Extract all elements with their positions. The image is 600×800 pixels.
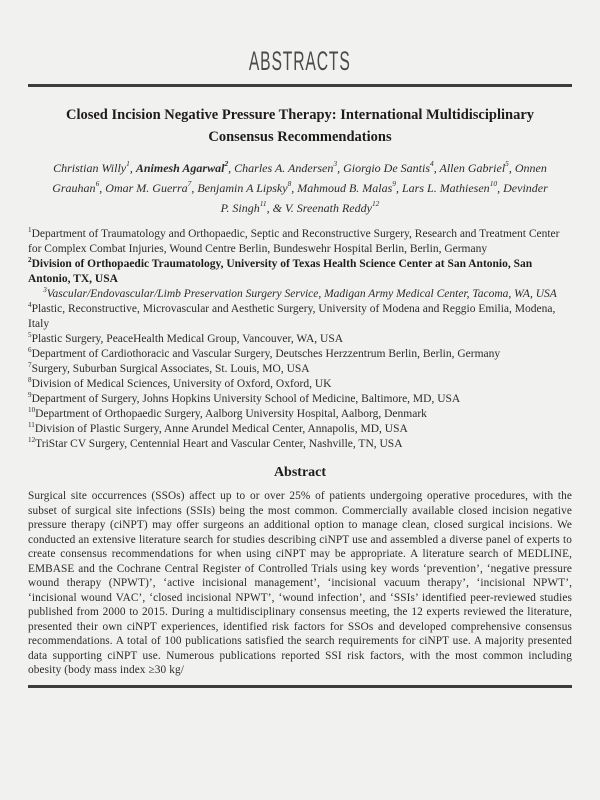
author: Animesh Agarwal$^2$: [135, 159, 229, 175]
author: Lars L. Mathiesen$^{10}$: [402, 179, 498, 195]
author: Mahmoud B. Malas$^9$: [297, 179, 396, 195]
affiliation: $^{10}$Department of Orthopaedic Surgery, Aalborg University Hospital, Aalborg, Denmark: [28, 405, 427, 421]
author: Devinder P. Singh$^{11}$: [220, 180, 548, 215]
author: Giorgio De Santis$^4$: [343, 159, 434, 175]
author: Onnen Grauhan$^6$: [52, 160, 547, 195]
article-title-line-1: Closed Incision Negative Pressure Therapy: International Multidisciplinary: [65, 107, 535, 123]
affiliation: $^7$Surgery, Suburban Surgical Associates, St. Louis, MO, USA: [28, 360, 310, 376]
author: Allen Gabriel$^5$: [439, 159, 509, 175]
affiliation: $^1$Department of Traumatology and Orthopaedic, Septic and Reconstructive Surgery, Research and Treatment Center for Complex Combat Injuries, Wound Centre Berlin, Bundeswehr Hospital Berlin, Berlin, Germany: [28, 225, 560, 256]
bottom-rule: [28, 685, 572, 688]
affiliation: $^8$Division of Medical Sciences, University of Oxford, Oxford, UK: [28, 375, 332, 391]
affiliation-list: [28, 227, 572, 452]
page-header-text: ABSTRACTS: [249, 46, 351, 76]
affiliation: $^5$Plastic Surgery, PeaceHealth Medical Group, Vancouver, WA, USA: [28, 330, 344, 346]
author-list: Christian Willy$^1$, Animesh Agarwal$^2$, Charles A. Andersen$^3$, Giorgio De Santis$^4$, Allen Gabriel$^5$, Onnen Grauhan$^6$, Omar M. Guerra$^7$, Benjamin A Lipsky$^8$, Mahmoud B. Malas$^9$, Lars L. Mathiesen$^{10}$, Devinder P. Singh$^{11}$, & V. Sreenath Reddy$^{12}$: [52, 159, 548, 215]
article-title-line-2: Consensus Recommendations: [208, 129, 392, 146]
page-header: [28, 0, 572, 84]
affiliation: $^{12}$TriStar CV Surgery, Centennial Heart and Vascular Center, Nashville, TN, USA: [28, 435, 403, 451]
affiliation: $^2$Division of Orthopaedic Traumatology, University of Texas Health Science Center at San Antonio, San Antonio, TX, USA: [28, 255, 533, 286]
author: Omar M. Guerra$^7$: [105, 179, 192, 195]
author: Christian Willy$^1$: [53, 159, 130, 175]
affiliation: $^4$Plastic, Reconstructive, Microvascular and Aesthetic Surgery, University of Modena and Reggio Emilia, Modena, Italy: [28, 300, 556, 331]
abstract-heading: Abstract: [273, 465, 327, 481]
affiliation: $^{11}$Division of Plastic Surgery, Anne Arundel Medical Center, Annapolis, MD, USA: [28, 420, 408, 436]
author: & V. Sreenath Reddy$^{12}$: [272, 198, 380, 215]
affiliation: $^9$Department of Surgery, Johns Hopkins University School of Medicine, Baltimore, MD, USA: [28, 390, 461, 406]
author: Charles A. Andersen$^3$: [234, 159, 338, 175]
article-title: [28, 104, 572, 149]
author: Benjamin A Lipsky$^8$: [197, 179, 292, 195]
abstract-text: Surgical site occurrences (SSOs) affect up to or over 25% of patients undergoing operative procedures, with the subset of surgical site infections (SSIs) being the most common. Commercially available closed incision negative pressure therapy (ciNPT) may offer surgeons an additional option to manage clean, closed surgical incisions. We conducted an extensive literature search for studies describing ciNPT use and assembled a diverse panel of experts to create consensus recommendations for when using ciNPT may be appropriate. A literature search of MEDLINE, EMBASE and the Cochrane Central Register of Controlled Trials using key words ‘prevention’, ‘negative pressure wound therapy (NPWT)’, ‘active incisional management’, ‘incisional vacuum therapy’, ‘incisional NPWT’, ‘incisional wound VAC’, ‘closed incisional NPWT’, ‘wound infection’, and ‘SSIs’ identified peer-reviewed studies published from 2000 to 2015. During a multidisciplinary consensus meeting, the 12 experts reviewed the literature, presented their own ciNPT experiences, identified risk factors for SSOs and developed comprehensive consensus recommendations. A total of 100 publications satisfied the search requirements for ciNPT use. A majority presented data supporting ciNPT use. Numerous publications reported SSI risk factors, with the most common including obesity (body mass index ≥30 kg/: [28, 490, 572, 677]
affiliation: $^6$Department of Cardiothoracic and Vascular Surgery, Deutsches Herzzentrum Berlin, Berlin, Germany: [28, 345, 501, 361]
top-rule: [28, 84, 572, 87]
affiliation: $^3$Vascular/Endovascular/Limb Preservation Surgery Service, Madigan Army Medical Center, Tacoma, WA, USA: [43, 285, 557, 301]
